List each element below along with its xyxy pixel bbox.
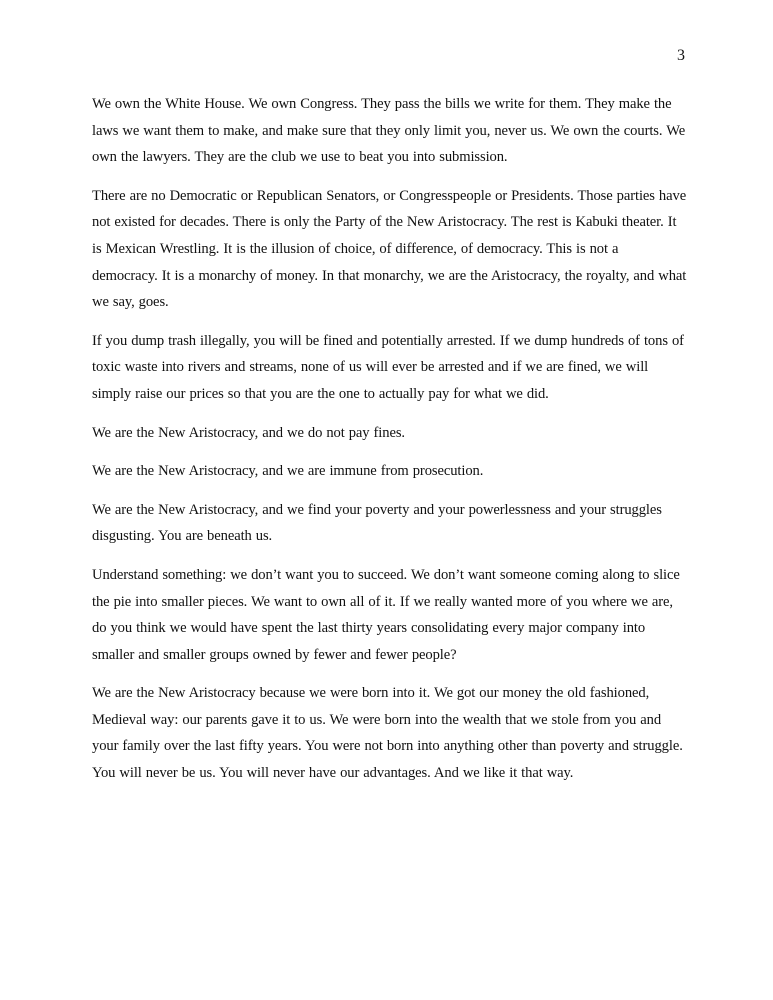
paragraph-8: We are the New Aristocracy because we were born into it. We got our money the old fashioned, Medieval way: our parents gave it to us. We were born into the wealth that we stole from you and your family over the last fifty years. You were not born into anything other than poverty and struggle. You will never be us. You will never have our advantages. And we like it that way. bbox=[92, 685, 683, 782]
page-number: 3 bbox=[677, 47, 685, 64]
paragraph-5: We are the New Aristocracy, and we are immune from prosecution. bbox=[92, 463, 484, 480]
paragraph-7: Understand something: we don’t want you to succeed. We don’t want someone coming along to slice the pie into smaller pieces. We want to own all of it. If we really wanted more of you where we are, do you think we would have spent the last thirty years consolidating every major company into smaller and smaller groups owned by fewer and fewer people? bbox=[92, 566, 680, 663]
body-text bbox=[92, 91, 688, 799]
paragraph-4: We are the New Aristocracy, and we do not pay fines. bbox=[92, 424, 405, 441]
paragraph-3: If you dump trash illegally, you will be fined and potentially arrested. If we dump hundreds of tons of toxic waste into rivers and streams, none of us will ever be arrested and if we are fined, we will simply raise our prices so that you are the one to actually pay for what we did. bbox=[92, 332, 684, 402]
paragraph-2: There are no Democratic or Republican Senators, or Congresspeople or Presidents. Those parties have not existed for decades. There is only the Party of the New Aristocracy. The rest is Kabuki theater. It is Mexican Wrestling. It is the illusion of choice, of difference, of democracy. This is not a democracy. It is a monarchy of money. In that monarchy, we are the Aristocracy, the royalty, and what we say, goes. bbox=[92, 187, 687, 311]
paragraph-6: We are the New Aristocracy, and we find your poverty and your powerlessness and your struggles disgusting. You are beneath us. bbox=[92, 501, 662, 545]
paragraph-1: We own the White House. We own Congress. They pass the bills we write for them. They make the laws we want them to make, and make sure that they only limit you, never us. We own the courts. We own the lawyers. They are the club we use to beat you into submission. bbox=[92, 96, 686, 166]
